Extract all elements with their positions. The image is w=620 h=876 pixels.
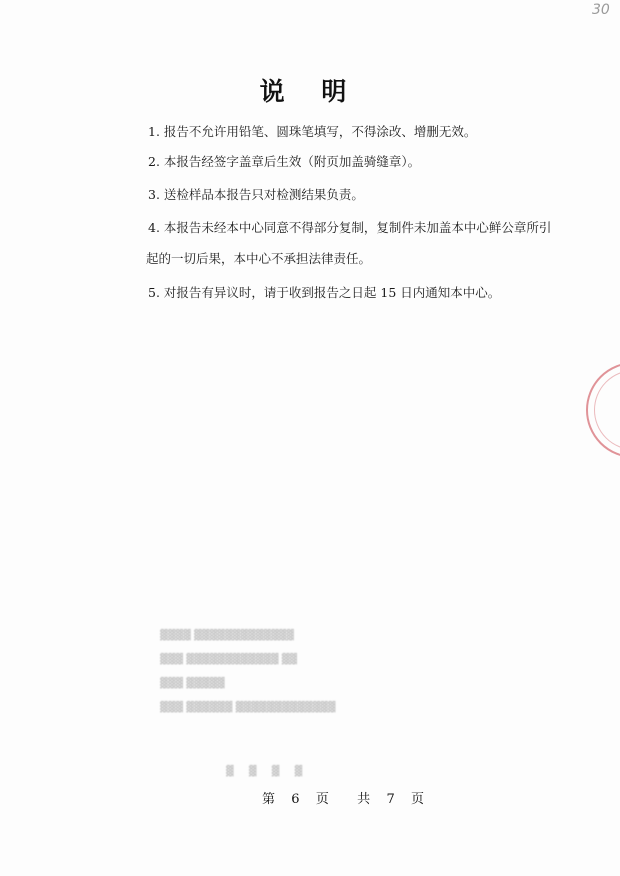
seal-stamp: [586, 362, 620, 458]
note-item-1: 1. 报告不允许用铅笔、圆珠笔填写，不得涂改、增删无效。: [148, 124, 477, 139]
bleed-through-text: ▓▓▓▓ ▓▓▓▓▓▓▓▓▓▓▓▓▓ ▓▓▓ ▓▓▓▓▓▓▓▓▓▓▓▓ ▓▓ ▓▓▓ ▓▓▓▓▓ ▓▓▓ ▓▓▓▓▓▓ ▓▓▓▓▓▓▓▓▓▓▓▓▓: [160, 630, 336, 713]
note-item-5: 5. 对报告有异议时，请于收到报告之日起 15 日内通知本中心。: [148, 285, 501, 300]
footer-total-number: 7: [386, 792, 395, 807]
footer-page-number: 6: [291, 792, 300, 807]
note-item-4-continuation: 起的一切后果，本中心不承担法律责任。: [146, 251, 372, 266]
footer-total-unit: 页: [411, 792, 425, 807]
footer-page-unit: 页: [315, 792, 329, 807]
page-title: 说 明: [259, 77, 361, 106]
note-item-4: 4. 本报告未经本中心同意不得部分复制，复制件未加盖本中心鲜公章所引: [148, 220, 552, 235]
footer-total-prefix: 共: [357, 792, 371, 807]
handwritten-page-mark: 30: [592, 2, 610, 18]
page-footer: [262, 788, 424, 807]
seal-inner-ring: [594, 370, 620, 450]
bleed-through-footer: ▓ ▓ ▓ ▓: [226, 766, 309, 777]
note-item-3: 3. 送检样品本报告只对检测结果负责。: [148, 187, 364, 202]
footer-page-prefix: 第: [262, 792, 276, 807]
note-item-2: 2. 本报告经签字盖章后生效（附页加盖骑缝章）。: [148, 154, 421, 169]
